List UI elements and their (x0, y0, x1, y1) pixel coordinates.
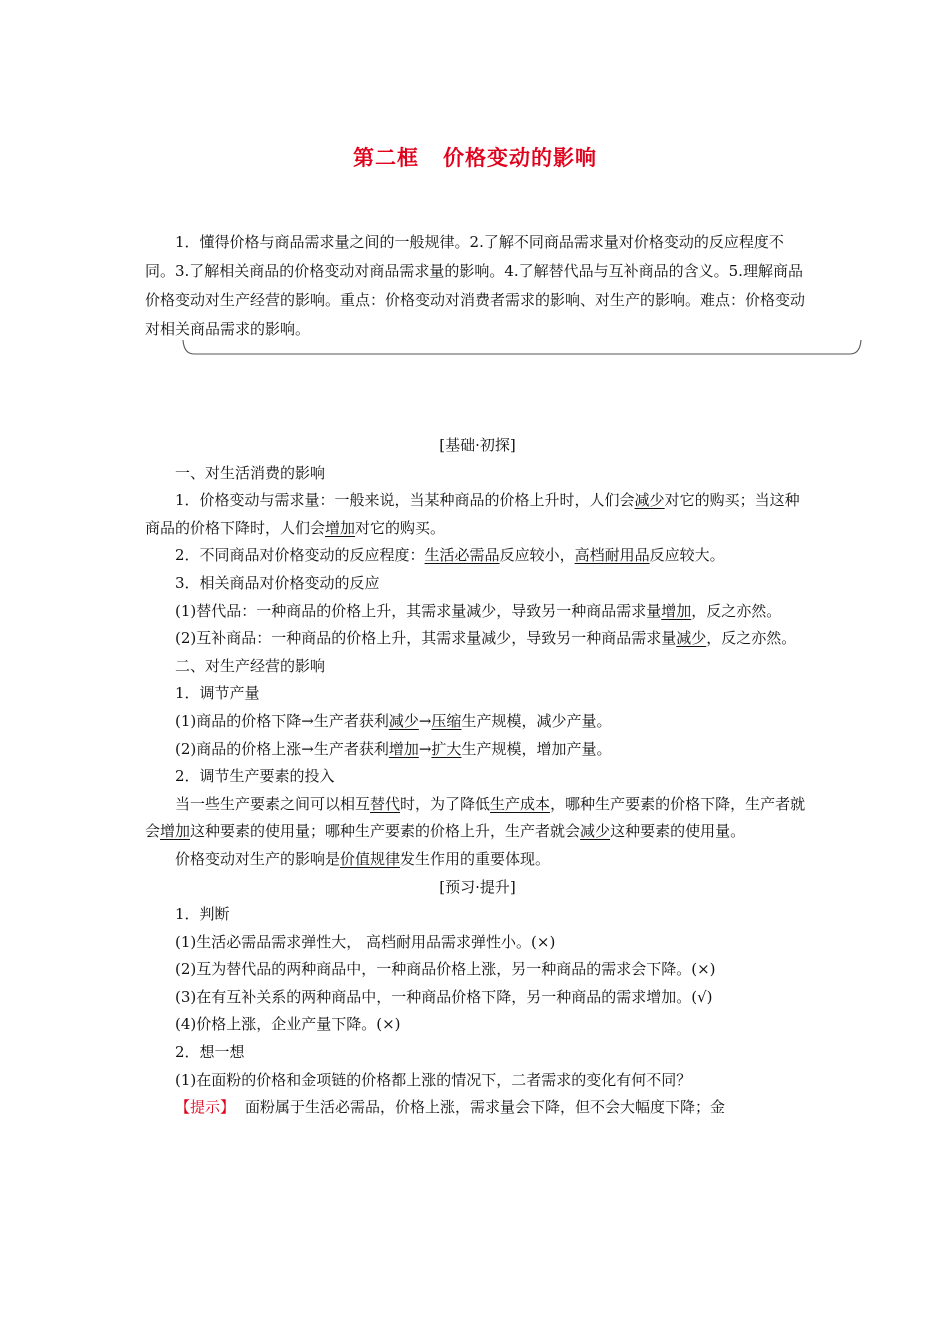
paragraph-demand: 1．价格变动与需求量：一般来说，当某种商品的价格上升时，人们会减少对它的购买；当这种商品的价格下降时，人们会增加对它的购买。 (145, 491, 800, 537)
main-content (145, 432, 810, 1122)
objectives-bracket-divider (182, 336, 862, 358)
paragraph-substitutes: (1)替代品：一种商品的价格上升，其需求量减少，导致另一种商品需求量增加，反之亦然。 (175, 601, 782, 620)
hint-text: 面粉属于生活必需品，价格上涨，需求量会下降，但不会大幅度下降；金 (245, 1098, 726, 1117)
judge-item-2: (2)互为替代品的两种商品中，一种商品价格上涨，另一种商品的需求会下降。(×) (175, 960, 716, 979)
paragraph-complements: (2)互补商品：一种商品的价格上升，其需求量减少，导致另一种商品需求量减少，反之亦然。 (175, 629, 797, 648)
paragraph-related-goods: 3．相关商品对价格变动的反应 (175, 573, 380, 592)
section-header-preview: [预习·提升] (439, 877, 516, 896)
heading-judge: 1．判断 (175, 905, 230, 924)
paragraph-reaction: 2．不同商品对价格变动的反应程度：生活必需品反应较小，高档耐用品反应较大。 (175, 546, 725, 565)
learning-objectives (145, 228, 810, 344)
hint-line (145, 1094, 810, 1122)
judge-item-4: (4)价格上涨，企业产量下降。(×) (175, 1015, 401, 1034)
section-header-basics: [基础·初探] (439, 436, 516, 454)
heading-production: 二、对生产经营的影响 (175, 656, 326, 675)
paragraph-price-down: (1)商品的价格下降→生产者获利减少→压缩生产规模，减少产量。 (175, 711, 612, 730)
heading-think: 2．想一想 (175, 1043, 245, 1062)
paragraph-value-law: 价格变动对生产的影响是价值规律发生作用的重要体现。 (175, 849, 551, 868)
judge-item-1: (1)生活必需品需求弹性大， 高档耐用品需求弹性小。(×) (175, 932, 556, 951)
think-question-1: (1)在面粉的价格和金项链的价格都上涨的情况下，二者需求的变化有何不同？ (175, 1070, 692, 1089)
paragraph-factor-substitution: 当一些生产要素之间可以相互替代时，为了降低生产成本，哪种生产要素的价格下降，生产者就会增加这种要素的使用量；哪种生产要素的价格上升，生产者就会减少这种要素的使用量。 (145, 794, 806, 841)
objectives-text: 1．懂得价格与商品需求量之间的一般规律。2.了解不同商品需求量对价格变动的反应程度不同。3.了解相关商品的价格变动对商品需求量的影响。4.了解替代品与互补商品的含义。5.理解商品价格变动对生产经营的影响。重点：价格变动对消费者需求的影响、对生产的影响。难点：价格变动对相关商品需求的影响。 (145, 233, 806, 338)
judge-item-3: (3)在有互补关系的两种商品中，一种商品价格下降，另一种商品的需求增加。(√) (175, 987, 713, 1006)
paragraph-price-up: (2)商品的价格上涨→生产者获利增加→扩大生产规模，增加产量。 (175, 739, 612, 758)
page-title: 第二框 价格变动的影响 (353, 146, 597, 170)
paragraph-output: 1．调节产量 (175, 684, 260, 703)
heading-consumption: 一、对生活消费的影响 (175, 463, 326, 482)
hint-label: 【提示】 (175, 1098, 236, 1117)
paragraph-factors: 2．调节生产要素的投入 (175, 767, 335, 786)
